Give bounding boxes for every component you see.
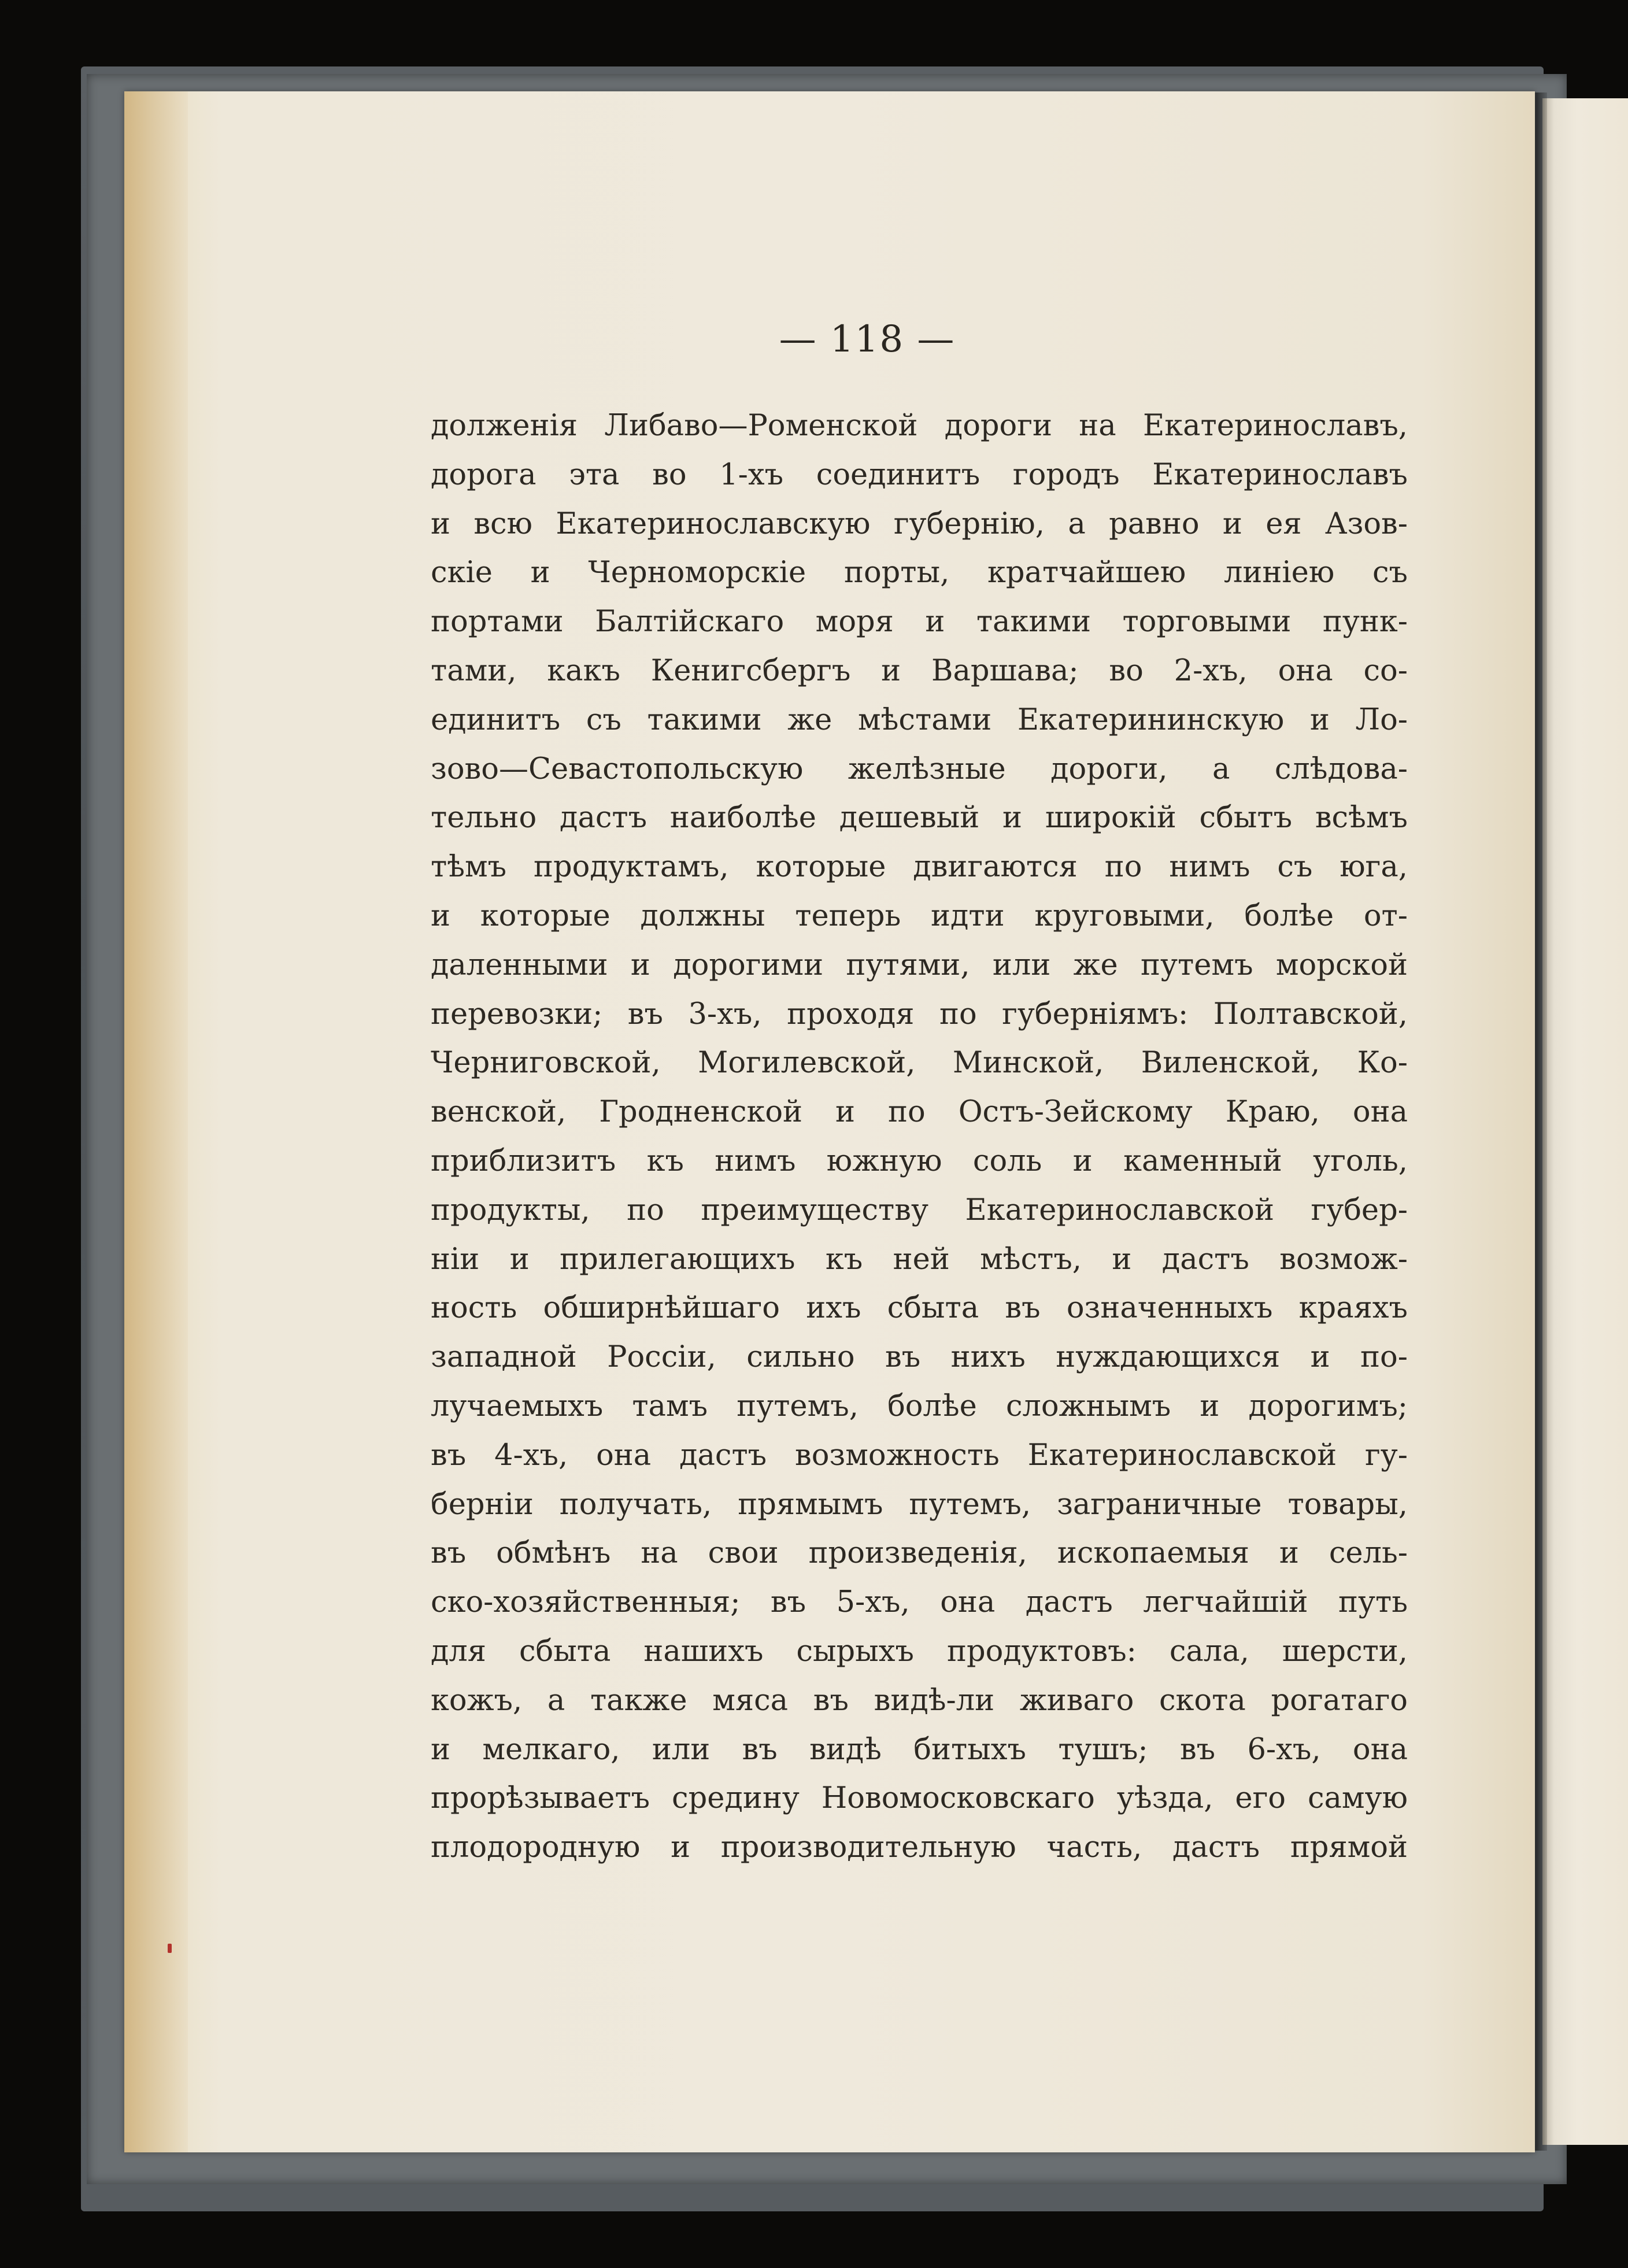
text-line: тами, какъ Кенигсбергъ и Варшава; во 2-хъ, она со- — [431, 653, 1408, 688]
text-line: единитъ съ такими же мѣстами Екатерининскую и Ло- — [431, 702, 1408, 737]
text-line: долженія Либаво—Роменской дороги на Екатеринославъ, — [431, 409, 1408, 443]
text-line: ность обширнѣйшаго ихъ сбыта въ означенныхъ краяхъ — [431, 1291, 1408, 1326]
text-line: даленными и дорогими путями, или же путемъ морской — [431, 948, 1408, 982]
text-line: зово—Севастопольскую желѣзные дороги, а слѣдова- — [431, 752, 1408, 786]
text-line: портами Балтійскаго моря и такими торговыми пунк- — [431, 605, 1408, 639]
text-line: ніи и прилегающихъ къ ней мѣстъ, и дастъ возмож- — [431, 1242, 1408, 1277]
text-line: продукты, по преимуществу Екатеринославской губер- — [431, 1193, 1408, 1227]
text-line: приблизитъ къ нимъ южную соль и каменный уголь, — [431, 1144, 1408, 1178]
text-line: западной Россіи, сильно въ нихъ нуждающихся и по- — [431, 1340, 1408, 1375]
adjacent-page-edge — [1542, 98, 1628, 2145]
text-line: плодородную и производительную часть, дастъ прямой — [431, 1830, 1408, 1865]
text-line: и которые должны теперь идти круговыми, болѣе от- — [431, 898, 1408, 933]
page-number: — 118 — — [779, 318, 956, 361]
text-line: скіе и Черноморскіе порты, кратчайшею линіею съ — [431, 556, 1408, 590]
text-line: Черниговской, Могилевской, Минской, Виленской, Ко- — [431, 1046, 1408, 1081]
text-line: тельно дастъ наиболѣе дешевый и широкій сбытъ всѣмъ — [431, 801, 1408, 835]
text-line: венской, Гродненской и по Остъ-Зейскому Краю, она — [431, 1095, 1408, 1130]
page-gutter-stain — [124, 91, 188, 2152]
red-ink-mark — [168, 1944, 172, 1953]
text-line: прорѣзываетъ средину Новомосковскаго уѣзда, его самую — [431, 1781, 1408, 1816]
text-line: для сбыта нашихъ сырыхъ продуктовъ: сала, шерсти, — [431, 1634, 1408, 1668]
text-line: и всю Екатеринославскую губернію, а равно и ея Азов- — [431, 506, 1408, 541]
text-line: ско-хозяйственныя; въ 5-хъ, она дастъ легчайшій путь — [431, 1585, 1408, 1620]
text-line: тѣмъ продуктамъ, которые двигаются по нимъ съ юга, — [431, 850, 1408, 885]
text-line: въ обмѣнъ на свои произведенія, ископаемыя и сель- — [431, 1536, 1408, 1571]
text-line: въ 4-хъ, она дастъ возможность Екатеринославской гу- — [431, 1438, 1408, 1472]
text-line: перевозки; въ 3-хъ, проходя по губерніямъ: Полтавской, — [431, 997, 1408, 1031]
text-line: дорога эта во 1-хъ соединитъ городъ Екатеринославъ — [431, 457, 1408, 492]
text-line: берніи получать, прямымъ путемъ, заграничные товары, — [431, 1487, 1408, 1522]
text-line: кожъ, а также мяса въ видѣ-ли живаго скота рогатаго — [431, 1683, 1408, 1718]
text-line: лучаемыхъ тамъ путемъ, болѣе сложнымъ и дорогимъ; — [431, 1389, 1408, 1423]
body-text — [431, 402, 1408, 1873]
text-line: и мелкаго, или въ видѣ битыхъ тушъ; въ 6-хъ, она — [431, 1732, 1408, 1767]
